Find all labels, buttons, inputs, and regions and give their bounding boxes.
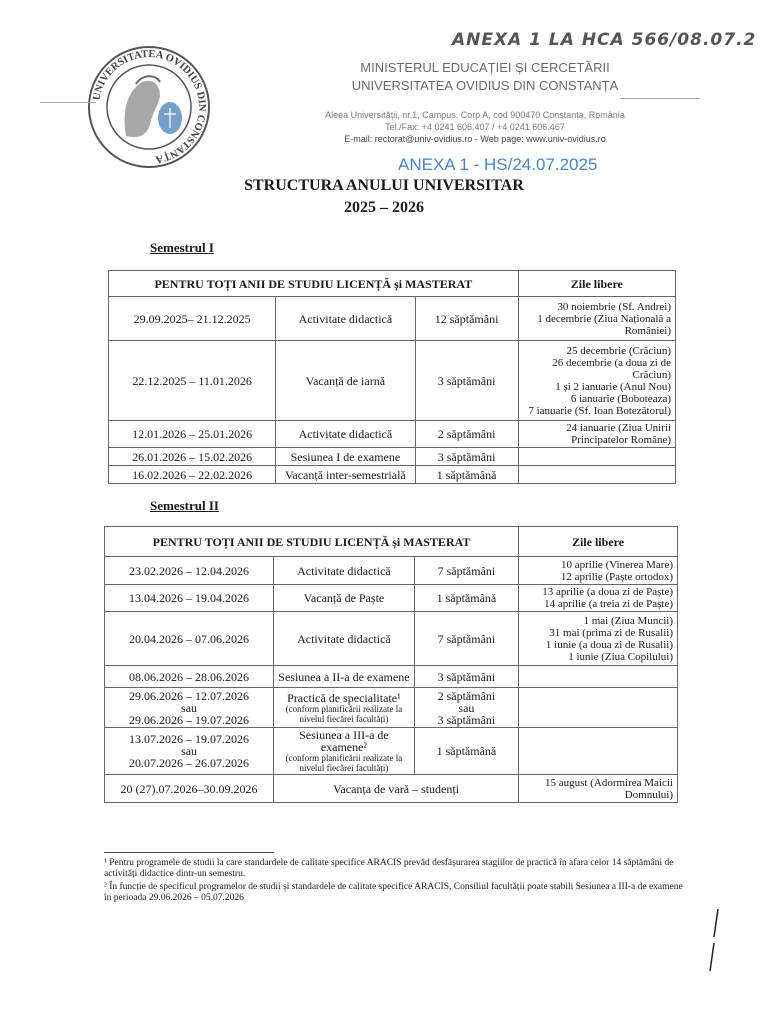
free-days [519, 688, 678, 728]
anexa-stamp: ANEXA 1 - HS/24.07.2025 [398, 155, 598, 174]
duration: 3 săptămâni [414, 666, 518, 688]
table-header-row [109, 271, 676, 297]
period-dates: 23.02.2026 – 12.04.2026 [105, 557, 274, 585]
free-days [518, 448, 675, 466]
period-dates: 26.01.2026 – 15.02.2026 [109, 448, 276, 466]
table-row [105, 728, 678, 775]
duration: 1 săptămână [415, 466, 518, 484]
free-day-line: Domnului) [624, 788, 673, 801]
semester1-table [108, 270, 676, 484]
free-day-line: 15 august (Adormirea Maicii [545, 776, 673, 789]
free-day-line: 12 aprilie (Paște ortodox) [560, 570, 673, 583]
period-dates: 22.12.2025 – 11.01.2026 [109, 341, 276, 421]
activity: Sesiunea a II-a de examene [274, 666, 415, 688]
semester2-table [104, 526, 678, 803]
header-free-days: Zile libere [519, 527, 678, 557]
date-range: 29.06.2026 – 19.07.2026 [129, 712, 250, 727]
free-day-line: 14 aprilie (a treia zi de Paște) [544, 598, 673, 610]
header-main: PENTRU TOȚI ANII DE STUDIU LICENȚĂ și MASTERAT [105, 527, 519, 557]
free-day-line: 30 noiembrie (Sf. Andrei) [557, 300, 671, 313]
activity: Activitate didactică [274, 612, 415, 666]
ministry-name: MINISTERUL EDUCAȚIEI ȘI CERCETĂRII [360, 60, 610, 75]
header-rule-right [620, 98, 700, 99]
duration: 3 săptămâni [415, 448, 518, 466]
free-day-line: 1 iunie (Ziua Copilului) [568, 650, 673, 663]
activity-note: (conform planificării realizate la nivelul fiecărei facultăți) [285, 753, 403, 773]
duration-value: 3 săptămâni [437, 712, 496, 727]
free-day-line: 7 ianuarie (Sf. Ioan Botezătorul) [528, 404, 671, 417]
date-range: 20.07.2026 – 26.07.2026 [129, 756, 250, 770]
seal-ring-text: UNIVERSITATEA OVIDIUS DIN CONSTANȚA [91, 48, 208, 165]
table-row [109, 421, 676, 448]
table-row [105, 612, 678, 666]
duration: 1 săptămână [414, 585, 518, 612]
phone-line: Tel./Fax: +4 0241 606.407 / +4 0241 606.467 [385, 122, 565, 132]
period-dates: 20 (27).07.2026–30.09.2026 [105, 775, 274, 803]
header-main: PENTRU TOȚI ANII DE STUDIU LICENȚĂ și MASTERAT [109, 271, 519, 297]
activity: Activitate didactică [274, 557, 415, 585]
free-days [518, 341, 675, 421]
duration: 3 săptămâni [415, 341, 518, 421]
free-day-line: României) [624, 324, 671, 337]
activity [274, 728, 415, 775]
free-days [519, 585, 678, 612]
address-line: Aleea Universității, nr.1, Campus, Corp A, cod 900470 Constanța, România [325, 110, 625, 120]
activity: Activitate didactică [276, 421, 415, 448]
activity-note: (conform planificării realizate la nivelul fiecărei facultăți) [285, 703, 403, 724]
activity: Vacanță inter-semestrială [276, 466, 415, 484]
footnote-separator [104, 852, 274, 853]
table-row [109, 341, 676, 421]
duration: 7 săptămâni [414, 612, 518, 666]
duration: 7 săptămâni [414, 557, 518, 585]
period-dates: 29.09.2025– 21.12.2025 [109, 297, 276, 341]
activity: Activitate didactică [276, 297, 415, 341]
free-day-line: 26 decembrie (a doua zi de [552, 356, 671, 369]
free-day-line: 31 mai (prima zi de Rusalii) [549, 626, 673, 639]
semester1-heading: Semestrul I [150, 240, 214, 255]
duration [414, 688, 518, 728]
handwritten-annotation: ANEXA 1 LA HCA 566/08.07.2 [452, 30, 757, 50]
free-day-line: 6 ianuarie (Boboteaza) [570, 392, 671, 405]
table-row [109, 448, 676, 466]
document-title: STRUCTURA ANULUI UNIVERSITAR [244, 177, 524, 194]
semester2-heading: Semestrul II [150, 498, 219, 513]
date-or: sau [181, 700, 198, 715]
period-dates: 20.04.2026 – 07.06.2026 [105, 612, 274, 666]
table-row [105, 775, 678, 803]
activity-title: Sesiunea a III-a de examene² [299, 728, 389, 754]
free-day-line: 1 iunie (a doua zi de Rusalii) [545, 638, 673, 651]
free-day-line: 13 aprilie (a doua zi de Paște) [542, 586, 673, 598]
free-days [519, 728, 678, 775]
free-day-line: 24 ianuarie (Ziua Unirii [566, 422, 671, 434]
period-dates: 12.01.2026 – 25.01.2026 [109, 421, 276, 448]
signature-mark [700, 905, 730, 975]
period-dates [105, 728, 274, 775]
free-day-line: 1 și 2 ianuarie (Anul Nou) [555, 380, 671, 393]
period-dates: 13.04.2026 – 19.04.2026 [105, 585, 274, 612]
activity [274, 688, 415, 728]
header-free-days: Zile libere [518, 271, 675, 297]
table-row [105, 688, 678, 728]
duration-value: 2 săptămâni [437, 688, 496, 703]
duration: 12 săptămâni [415, 297, 518, 341]
duration: 2 săptămâni [415, 421, 518, 448]
period-dates [105, 688, 274, 728]
free-day-line: 1 mai (Ziua Muncii) [583, 614, 673, 627]
contact-line: E-mail: rectorat@univ-ovidius.ro - Web page: www.univ-ovidius.ro [344, 134, 606, 144]
free-days [518, 297, 675, 341]
free-day-line: Principatelor Române) [571, 434, 671, 446]
period-dates: 16.02.2026 – 22.02.2026 [109, 466, 276, 484]
free-days [519, 612, 678, 666]
table-row [105, 666, 678, 688]
university-name: UNIVERSITATEA OVIDIUS DIN CONSTANȚA [351, 78, 619, 93]
free-day-line: 25 decembrie (Crăciun) [566, 344, 671, 357]
activity: Sesiunea I de examene [276, 448, 415, 466]
footnote-2: ² În funcție de specificul programelor de studii și standardele de calitate specifice ARACIS, Consiliul facultății poate stabili Sesiunea a III-a de examene în perioada 29.06.2026 – 05.07.2026 [104, 882, 683, 903]
table-header-row [105, 527, 678, 557]
university-logo [86, 44, 212, 170]
header-rule-left [40, 102, 96, 103]
table-row [105, 585, 678, 612]
free-days [519, 557, 678, 585]
activity: Vacanța de vară – studenți [274, 775, 519, 803]
table-row [109, 297, 676, 341]
footnote-1: ¹ Pentru programele de studii la care standardele de calitate specifice ARACIS prevăd desfășurarea stagiilor de practică în afara celor 14 săptămâni de activități didactice dintr-un semestru. [104, 858, 674, 879]
free-day-line: 10 aprilie (Vinerea Mare) [560, 558, 673, 571]
activity: Vacanță de iarnă [276, 341, 415, 421]
activity-title: Practică de specialitate¹ [287, 690, 401, 705]
period-dates: 08.06.2026 – 28.06.2026 [105, 666, 274, 688]
activity: Vacanță de Paște [274, 585, 415, 612]
date-range: 29.06.2026 – 12.07.2026 [129, 688, 250, 703]
free-days [519, 775, 678, 803]
date-range: 13.07.2026 – 19.07.2026 [129, 732, 250, 746]
table-row [105, 557, 678, 585]
academic-years: 2025 – 2026 [344, 199, 424, 216]
date-or: sau [181, 744, 198, 758]
free-days [518, 466, 675, 484]
duration-or: sau [458, 700, 475, 715]
duration: 1 săptămână [414, 728, 518, 775]
table-row [109, 466, 676, 484]
free-day-line: Crăciun) [632, 368, 671, 381]
seal-graphic [86, 44, 212, 170]
free-day-line: 1 decembrie (Ziua Națională a [537, 312, 671, 325]
free-days [519, 666, 678, 688]
free-days [518, 421, 675, 448]
